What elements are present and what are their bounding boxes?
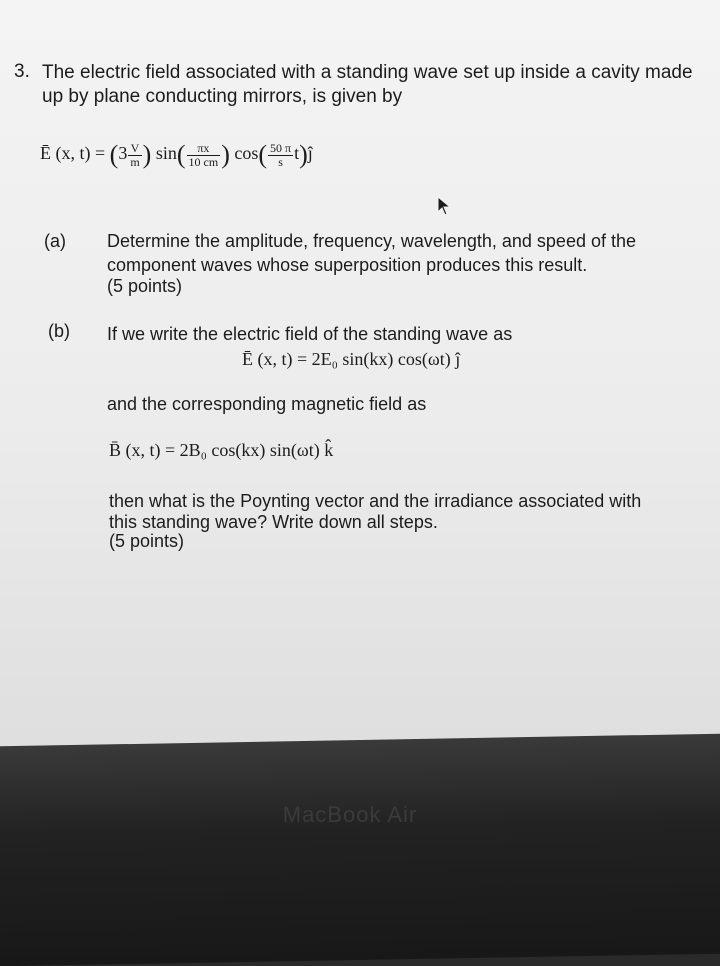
laptop-bezel bbox=[0, 734, 720, 966]
cos-label: cos bbox=[234, 143, 259, 164]
sin-label: sin bbox=[155, 143, 177, 164]
part-b-b-equation: B̄ (x, t) = 2B₀ cos(kx) sin(ωt) k̂ bbox=[109, 440, 334, 460]
part-b-magnetic-intro: and the corresponding magnetic field as bbox=[107, 394, 427, 414]
part-b-e-equation: Ē (x, t) = 2E₀ sin(kx) cos(ωt) ĵ bbox=[242, 349, 461, 369]
brand-label: MacBook Air bbox=[282, 802, 418, 827]
part-b-line2: this standing wave? Write down all steps. bbox=[109, 512, 438, 532]
part-a-line1: Determine the amplitude, frequency, wavelength, and speed of the bbox=[107, 231, 636, 251]
part-b-points: (5 points) bbox=[109, 531, 185, 551]
part-a-points: (5 points) bbox=[107, 276, 183, 296]
part-a-line2: component waves whose superposition produces this result. bbox=[107, 255, 588, 275]
part-b-intro: If we write the electric field of the standing wave as bbox=[107, 324, 513, 344]
equation-lhs: Ē (x, t) = bbox=[40, 143, 110, 164]
unit-vector-j: ĵ bbox=[307, 143, 313, 164]
amplitude-unit: $\frac{V}{m}$ bbox=[130, 140, 140, 169]
mouse-pointer-icon bbox=[436, 196, 452, 216]
question-number: 3. bbox=[14, 61, 30, 82]
question-text: The electric field associated with a standing wave set up inside a cavity made up by plane conducting mirrors, is given by bbox=[42, 62, 693, 107]
part-b-label: (b) bbox=[48, 321, 70, 341]
electric-field-equation: Ē (x, t) = (3 $\frac{V}{m}$ ) sin( $\frac{\pi x}{10 cm}$ ) cos( $\frac{50 \pi}{s}$ t)ĵ bbox=[40, 140, 313, 169]
part-b-line1: then what is the Poynting vector and the irradiance associated with bbox=[109, 491, 642, 511]
part-a-label: (a) bbox=[44, 231, 66, 251]
time-variable: t bbox=[294, 143, 300, 164]
amplitude-coefficient: 3 bbox=[118, 143, 128, 164]
cos-argument: $\frac{50 \pi}{s}$ bbox=[270, 140, 292, 169]
sin-argument: $\frac{\pi x}{10 cm}$ bbox=[188, 140, 219, 169]
